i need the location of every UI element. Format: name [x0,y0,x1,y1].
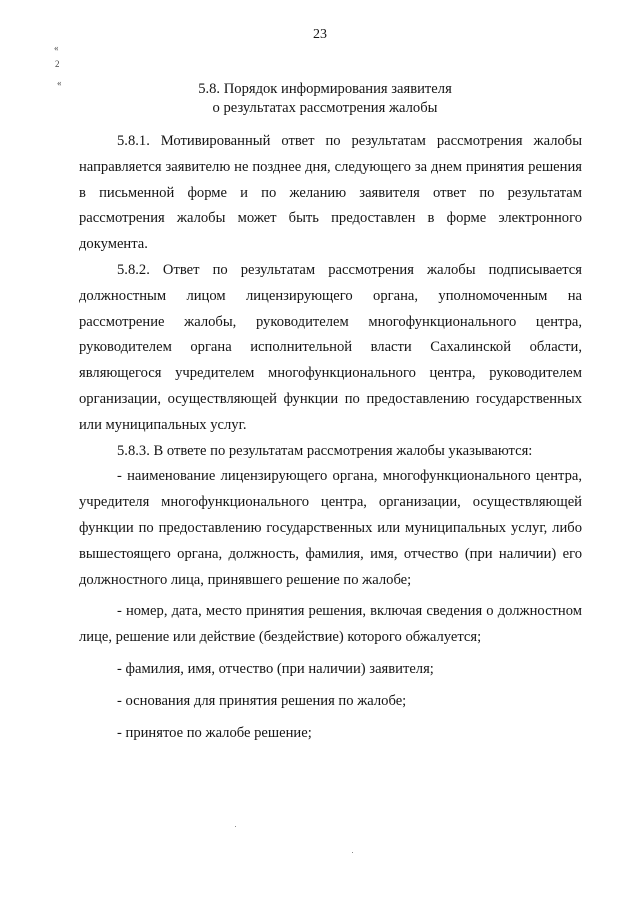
list-item: - основания для принятия решения по жалобе; [117,692,407,709]
paragraph-5-8-2: 5.8.2. Ответ по результатам рассмотрения жалобы подписывается должностным лицом лицензирующего органа, уполномоченным на рассмотрение жалобы, руководителем многофункционального центра, руководителем органа исполнительной власти Сахалинской области, являющегося учредителем многофункционального центра, руководителем организации, осуществляющей функции по предоставлению государственных или муниципальных услуг. [79,261,582,433]
paragraph-5-8-1: 5.8.1. Мотивированный ответ по результатам рассмотрения жалобы направляется заявителю не позднее дня, следующего за днем принятия решения в письменной форме и по желанию заявителя ответ по результатам рассмотрения жалобы может быть предоставлен в форме электронного документа. [79,133,582,253]
list-item: - наименование лицензирующего органа, многофункционального центра, учредителя многофункционального центра, организации, осуществляющей функции по предоставлению государственных или муниципальных услуг, либо вышестоящего органа, должность, фамилия, имя, отчество (при наличии) его должностного лица, принявшего решение по жалобе; [79,468,582,588]
list-item: - номер, дата, место принятия решения, включая сведения о должностном лице, решение или действие (бездействие) которого обжалуется; [79,603,582,646]
list-item: - фамилия, имя, отчество (при наличии) заявителя; [117,660,434,677]
paragraph-5-8-3: 5.8.3. В ответе по результатам рассмотрения жалобы указываются: [117,442,533,459]
margin-mark: « [57,78,62,88]
page-number: 23 [313,27,327,42]
margin-mark: « [54,43,59,53]
scan-speck [235,826,236,827]
margin-mark: 2 [55,59,60,69]
document-body [79,129,582,746]
list-item: - принятое по жалобе решение; [117,724,312,741]
scan-speck [352,852,353,853]
heading-line-1: 5.8. Порядок информирования заявителя [198,81,452,97]
heading-line-2: о результатах рассмотрения жалобы [212,100,438,116]
section-heading [60,80,590,118]
